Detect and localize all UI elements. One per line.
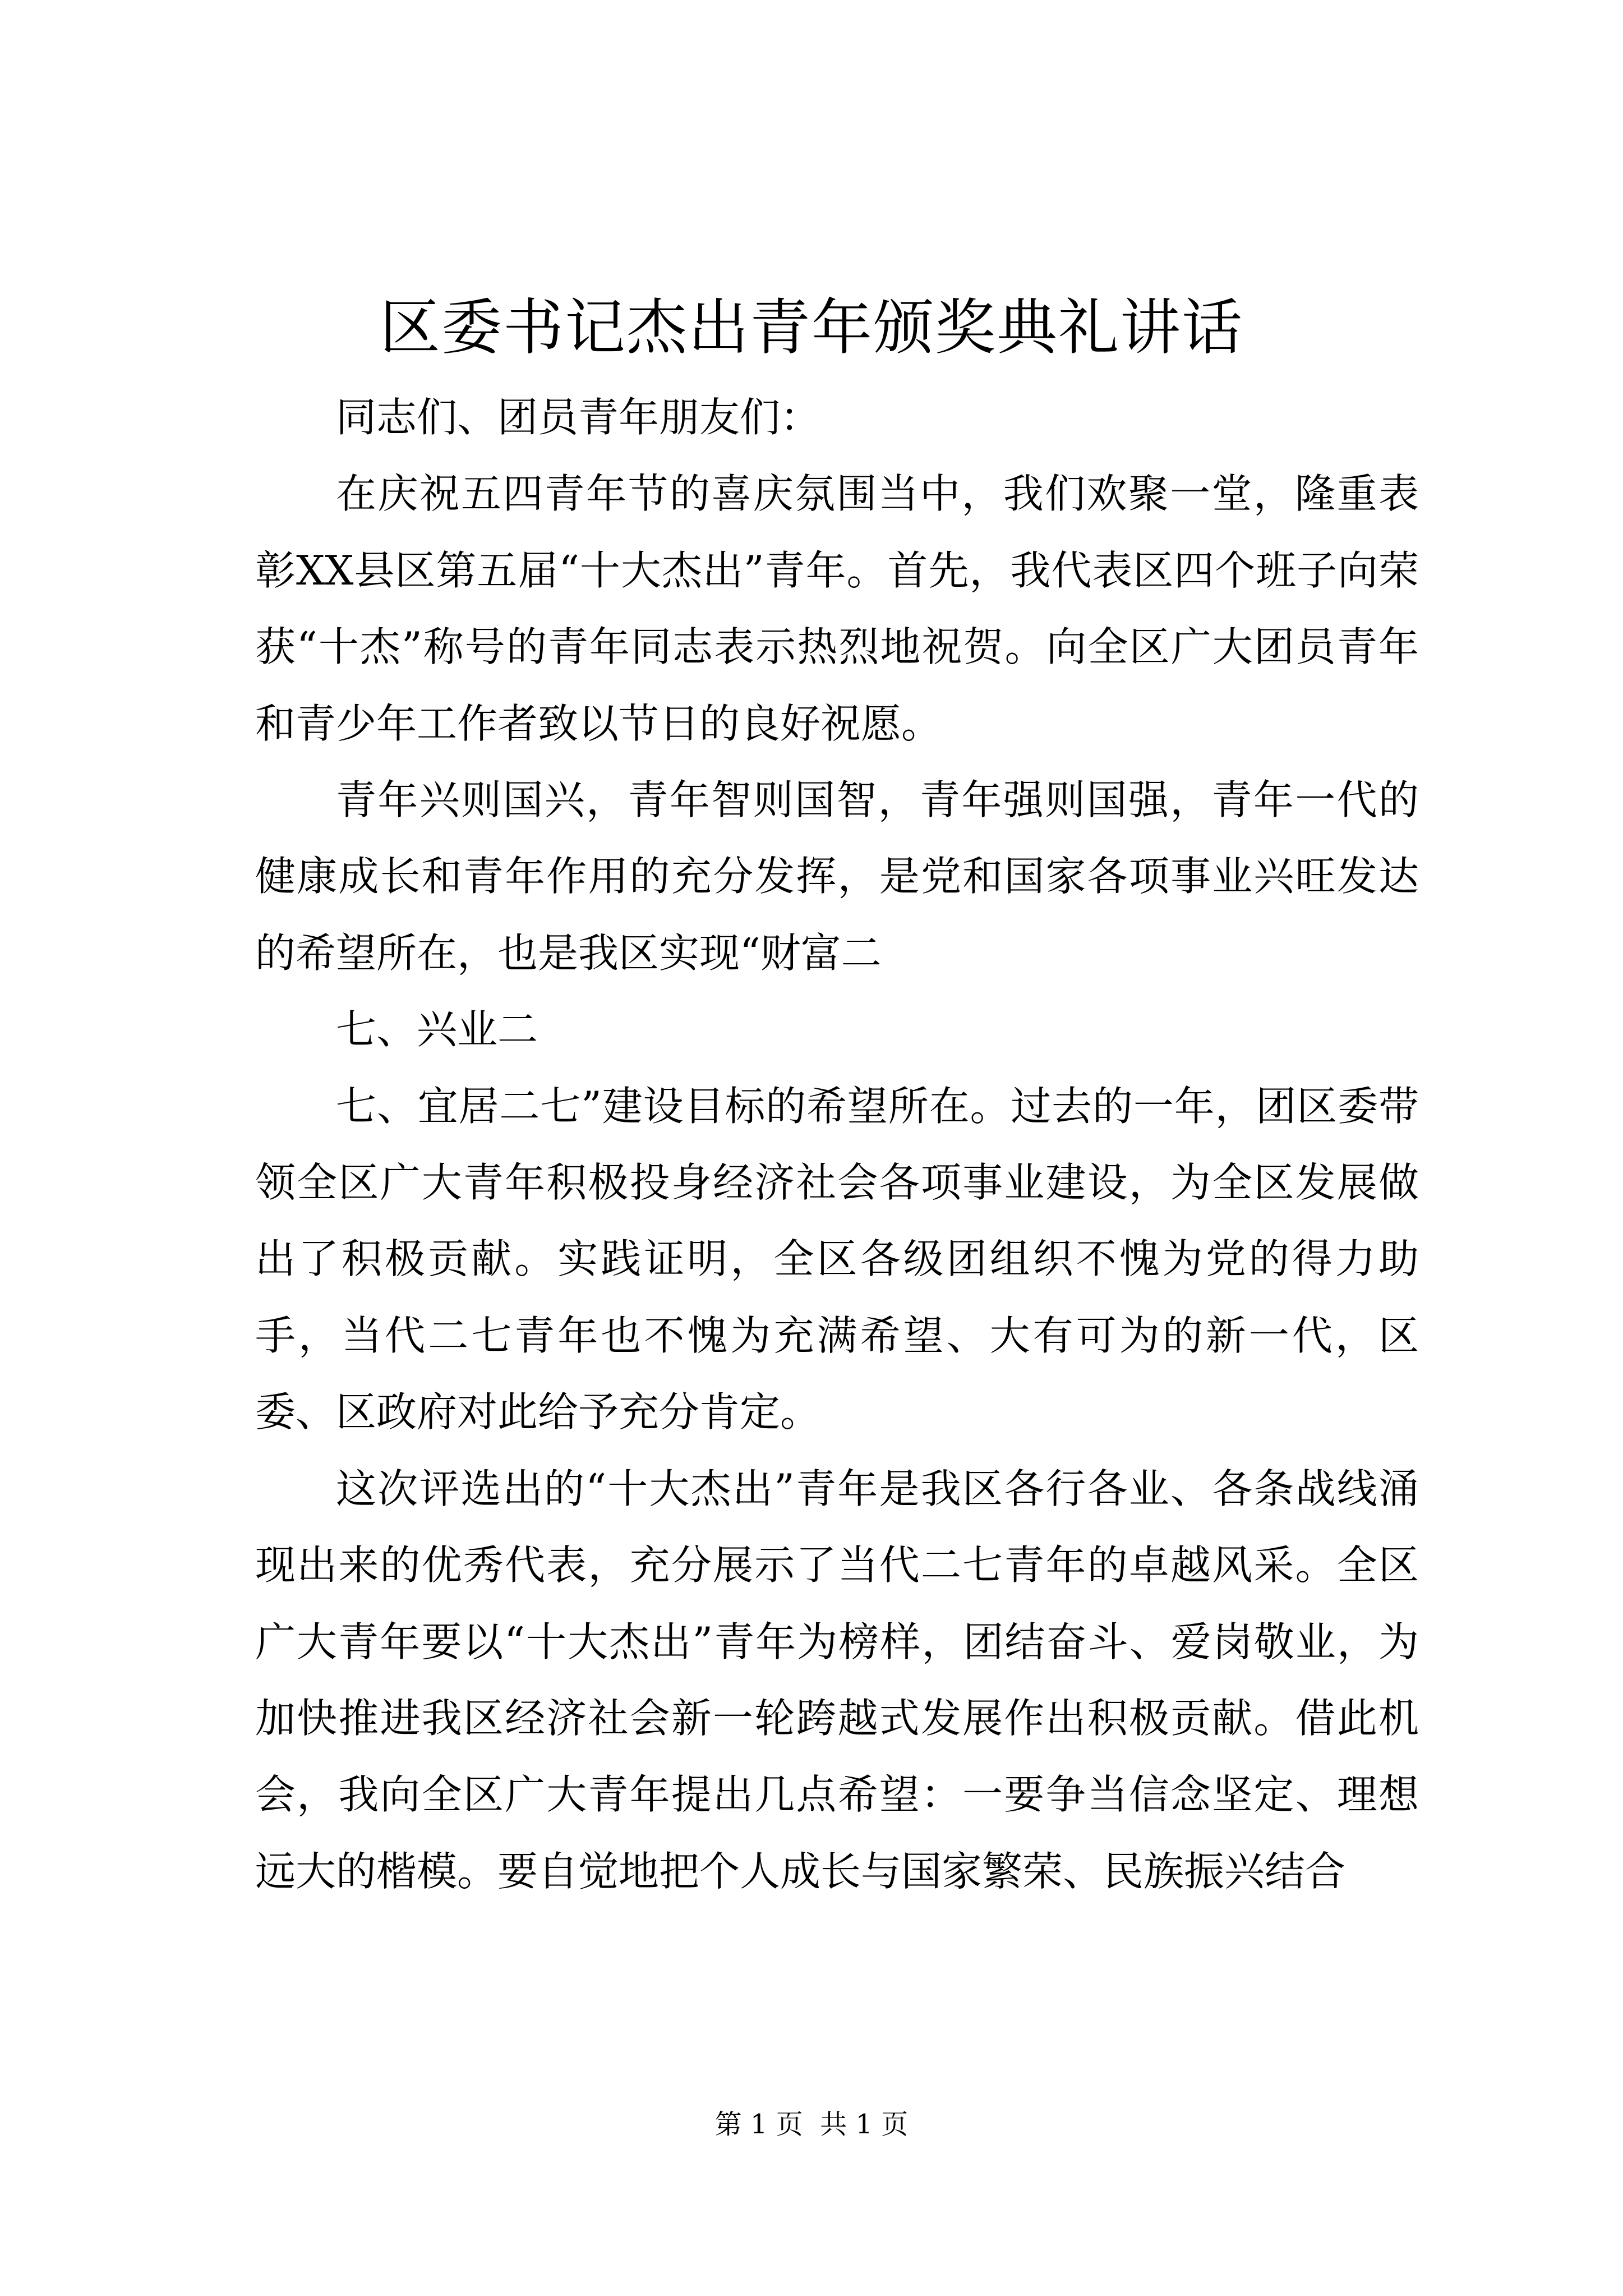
document-title: 区委书记杰出青年颁奖典礼讲话 (379, 293, 1243, 363)
paragraph-1: 在庆祝五四青年节的喜庆氛围当中，我们欢聚一堂，隆重表彰XX县区第五届“十大杰出”青年。首先，我代表区四个班子向荣获“十杰”称号的青年同志表示热烈地祝贺。向全区广大团员青年和青少年工作者致以节日的良好祝愿。 (255, 470, 1419, 747)
page-footer: 第 1 页 共 1 页 (714, 2109, 909, 2140)
document-body (255, 379, 1419, 1910)
paragraph-4: 七、宜居二七”建设目标的希望所在。过去的一年，团区委带领全区广大青年积极投身经济社会各项事业建设，为全区发展做出了积极贡献。实践证明，全区各级团组织不愧为党的得力助手，当代二七青年也不愧为充满希望、大有可为的新一代，区委、区政府对此给予充分肯定。 (255, 1082, 1419, 1436)
paragraph-2: 青年兴则国兴，青年智则国智，青年强则国强，青年一代的健康成长和青年作用的充分发挥，是党和国家各项事业兴旺发达的希望所在，也是我区实现“财富二 (255, 776, 1419, 977)
paragraph-5: 这次评选出的“十大杰出”青年是我区各行各业、各条战线涌现出来的优秀代表，充分展示了当代二七青年的卓越风采。全区广大青年要以“十大杰出”青年为榜样，团结奋斗、爱岗敬业，为加快推进我区经济社会新一轮跨越式发展作出积极贡献。借此机会，我向全区广大青年提出几点希望：一要争当信念坚定、理想远大的楷模。要自觉地把个人成长与国家繁荣、民族振兴结合 (255, 1465, 1419, 1895)
paragraph-greeting: 同志们、团员青年朋友们： (336, 394, 821, 441)
paragraph-3: 七、兴业二 (336, 1006, 538, 1053)
